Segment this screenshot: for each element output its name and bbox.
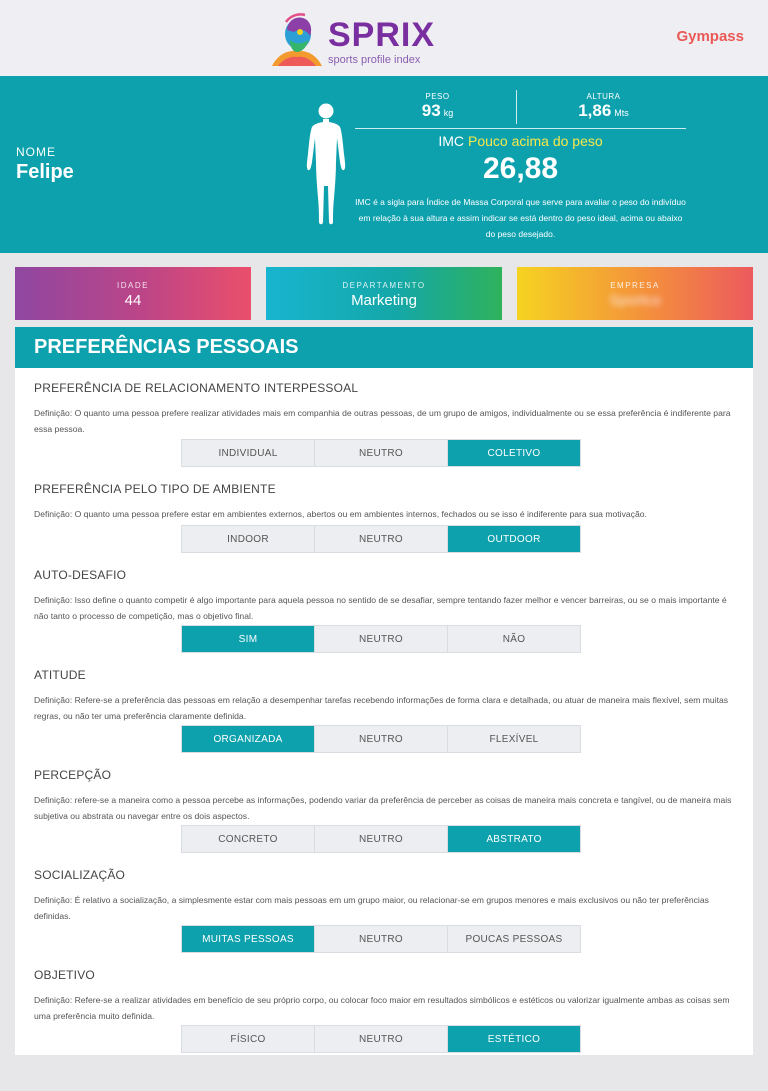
pref-definition: Definição: O quanto uma pessoa prefere estar em ambientes externos, abertos ou em ambientes internos, fechados ou se isso é indiferente para sua motivação.	[34, 509, 647, 519]
sprix-logo[interactable]	[270, 10, 436, 68]
body-stats	[355, 90, 686, 129]
option-poucas-pessoas[interactable]: POUCAS PESSOAS	[448, 926, 580, 952]
option-flexivel[interactable]: FLEXÍVEL	[448, 726, 580, 752]
option-neutro[interactable]: NEUTRO	[315, 726, 448, 752]
age-card	[15, 267, 251, 320]
top-bar	[0, 0, 768, 76]
height-label: ALTURA	[586, 92, 621, 101]
option-neutro[interactable]: NEUTRO	[315, 526, 448, 552]
imc-status: Pouco acima do peso	[468, 133, 603, 149]
pref-title: OBJETIVO	[34, 968, 95, 982]
pref-title: AUTO-DESAFIO	[34, 568, 127, 582]
height-stat	[521, 90, 686, 128]
option-neutro[interactable]: NEUTRO	[315, 440, 448, 466]
department-label: DEPARTAMENTO	[342, 281, 426, 290]
weight-unit: kg	[443, 108, 454, 118]
pref-definition: Definição: O quanto uma pessoa prefere realizar atividades mais em companhia de outras pessoas, de um grupo de amigos, individualmente ou se essa preferência é indiferente para essa pessoa.	[34, 408, 731, 434]
option-sim[interactable]: SIM	[182, 626, 315, 652]
pref-title: ATITUDE	[34, 668, 86, 682]
weight-label: PESO	[425, 92, 450, 101]
pref-definition: Definição: Refere-se a realizar atividades em benefício de seu próprio corpo, ou colocar foco maior em resultados simbólicos e estéticos ou valorizar igualmente ambas as coisas sem uma preferência muito definida.	[34, 995, 730, 1021]
gympass-logo[interactable]: Gympass	[676, 28, 744, 45]
stats-divider	[516, 90, 517, 124]
pref-definition: Definição: refere-se a maneira como a pessoa percebe as informações, podendo variar da preferência de perceber as coisas de maneira mais concreta e tangível, ou de maneira mais subjetiva ou abstrata ou navegar entre os dois aspectos.	[34, 795, 732, 821]
option-indoor[interactable]: INDOOR	[182, 526, 315, 552]
pref-options	[181, 825, 581, 853]
human-body-icon	[303, 102, 349, 226]
name-value: Felipe	[16, 161, 74, 183]
option-abstrato[interactable]: ABSTRATO	[448, 826, 580, 852]
option-neutro[interactable]: NEUTRO	[315, 926, 448, 952]
company-value: Sportco	[609, 292, 661, 309]
pref-options	[181, 439, 581, 467]
option-neutro[interactable]: NEUTRO	[315, 626, 448, 652]
pref-title: PREFERÊNCIA DE RELACIONAMENTO INTERPESSOAL	[34, 381, 359, 395]
weight-stat	[355, 90, 520, 128]
department-card	[266, 267, 502, 320]
pref-title: SOCIALIZAÇÃO	[34, 868, 126, 882]
pref-definition: Definição: É relativo a socialização, a simplesmente estar com mais pessoas em um grupo maior, ou relacionar-se em grupos menores e mais exclusivos ou não ter preferências definidas.	[34, 895, 709, 921]
name-label: NOME	[16, 145, 56, 159]
pref-title: PREFERÊNCIA PELO TIPO DE AMBIENTE	[34, 482, 276, 496]
pref-options	[181, 725, 581, 753]
company-label: EMPRESA	[610, 281, 660, 290]
option-individual[interactable]: INDIVIDUAL	[182, 440, 315, 466]
preferences-section	[15, 327, 753, 1055]
imc-label: IMC	[438, 133, 465, 149]
imc-value: 26,88	[482, 152, 559, 185]
option-neutro[interactable]: NEUTRO	[315, 826, 448, 852]
preferences-header	[15, 327, 753, 368]
option-nao[interactable]: NÃO	[448, 626, 580, 652]
pref-options	[181, 1025, 581, 1053]
option-fisico[interactable]: FÍSICO	[182, 1026, 315, 1052]
option-coletivo[interactable]: COLETIVO	[448, 440, 580, 466]
pref-options	[181, 925, 581, 953]
option-estetico[interactable]: ESTÉTICO	[448, 1026, 580, 1052]
option-outdoor[interactable]: OUTDOOR	[448, 526, 580, 552]
option-concreto[interactable]: CONCRETO	[182, 826, 315, 852]
logo-subtitle: sports profile index	[328, 54, 421, 66]
pref-definition: Definição: Refere-se a preferência das pessoas em relação a desempenhar tarefas recebendo informações de forma clara e detalhada, ou atuar de maneira mais flexível, sem muitas regras, ou não ter uma preferência claramente definida.	[34, 695, 729, 721]
option-organizada[interactable]: ORGANIZADA	[182, 726, 315, 752]
pref-options	[181, 625, 581, 653]
pref-definition: Definição: Isso define o quanto competir é algo importante para aquela pessoa no sentido de se desafiar, sempre tentando fazer melhor e vencer barreiras, ou se o mais importante é não tanto o processo de competição, mas o objetivo final.	[34, 595, 727, 621]
age-label: IDADE	[117, 281, 149, 290]
imc-description: IMC é a sigla para Índice de Massa Corporal que serve para avaliar o peso do indivíduo em relação à sua altura e assim indicar se está dentro do peso ideal, acima ou abaixo do peso desejado.	[355, 197, 686, 239]
logo-wordmark: SPRIX	[328, 16, 436, 54]
pref-title: PERCEPÇÃO	[34, 768, 112, 782]
age-value: 44	[124, 292, 142, 309]
preferences-title: PREFERÊNCIAS PESSOAIS	[34, 336, 299, 358]
weight-value: 93	[421, 101, 441, 120]
pref-options	[181, 525, 581, 553]
height-value: 1,86	[578, 101, 612, 120]
imc-heading	[355, 133, 686, 149]
option-neutro[interactable]: NEUTRO	[315, 1026, 448, 1052]
company-card	[517, 267, 753, 320]
option-muitas-pessoas[interactable]: MUITAS PESSOAS	[182, 926, 315, 952]
department-value: Marketing	[351, 292, 417, 309]
sprix-logo-icon	[270, 10, 324, 68]
height-unit: Mts	[614, 108, 629, 118]
profile-hero	[0, 76, 768, 253]
